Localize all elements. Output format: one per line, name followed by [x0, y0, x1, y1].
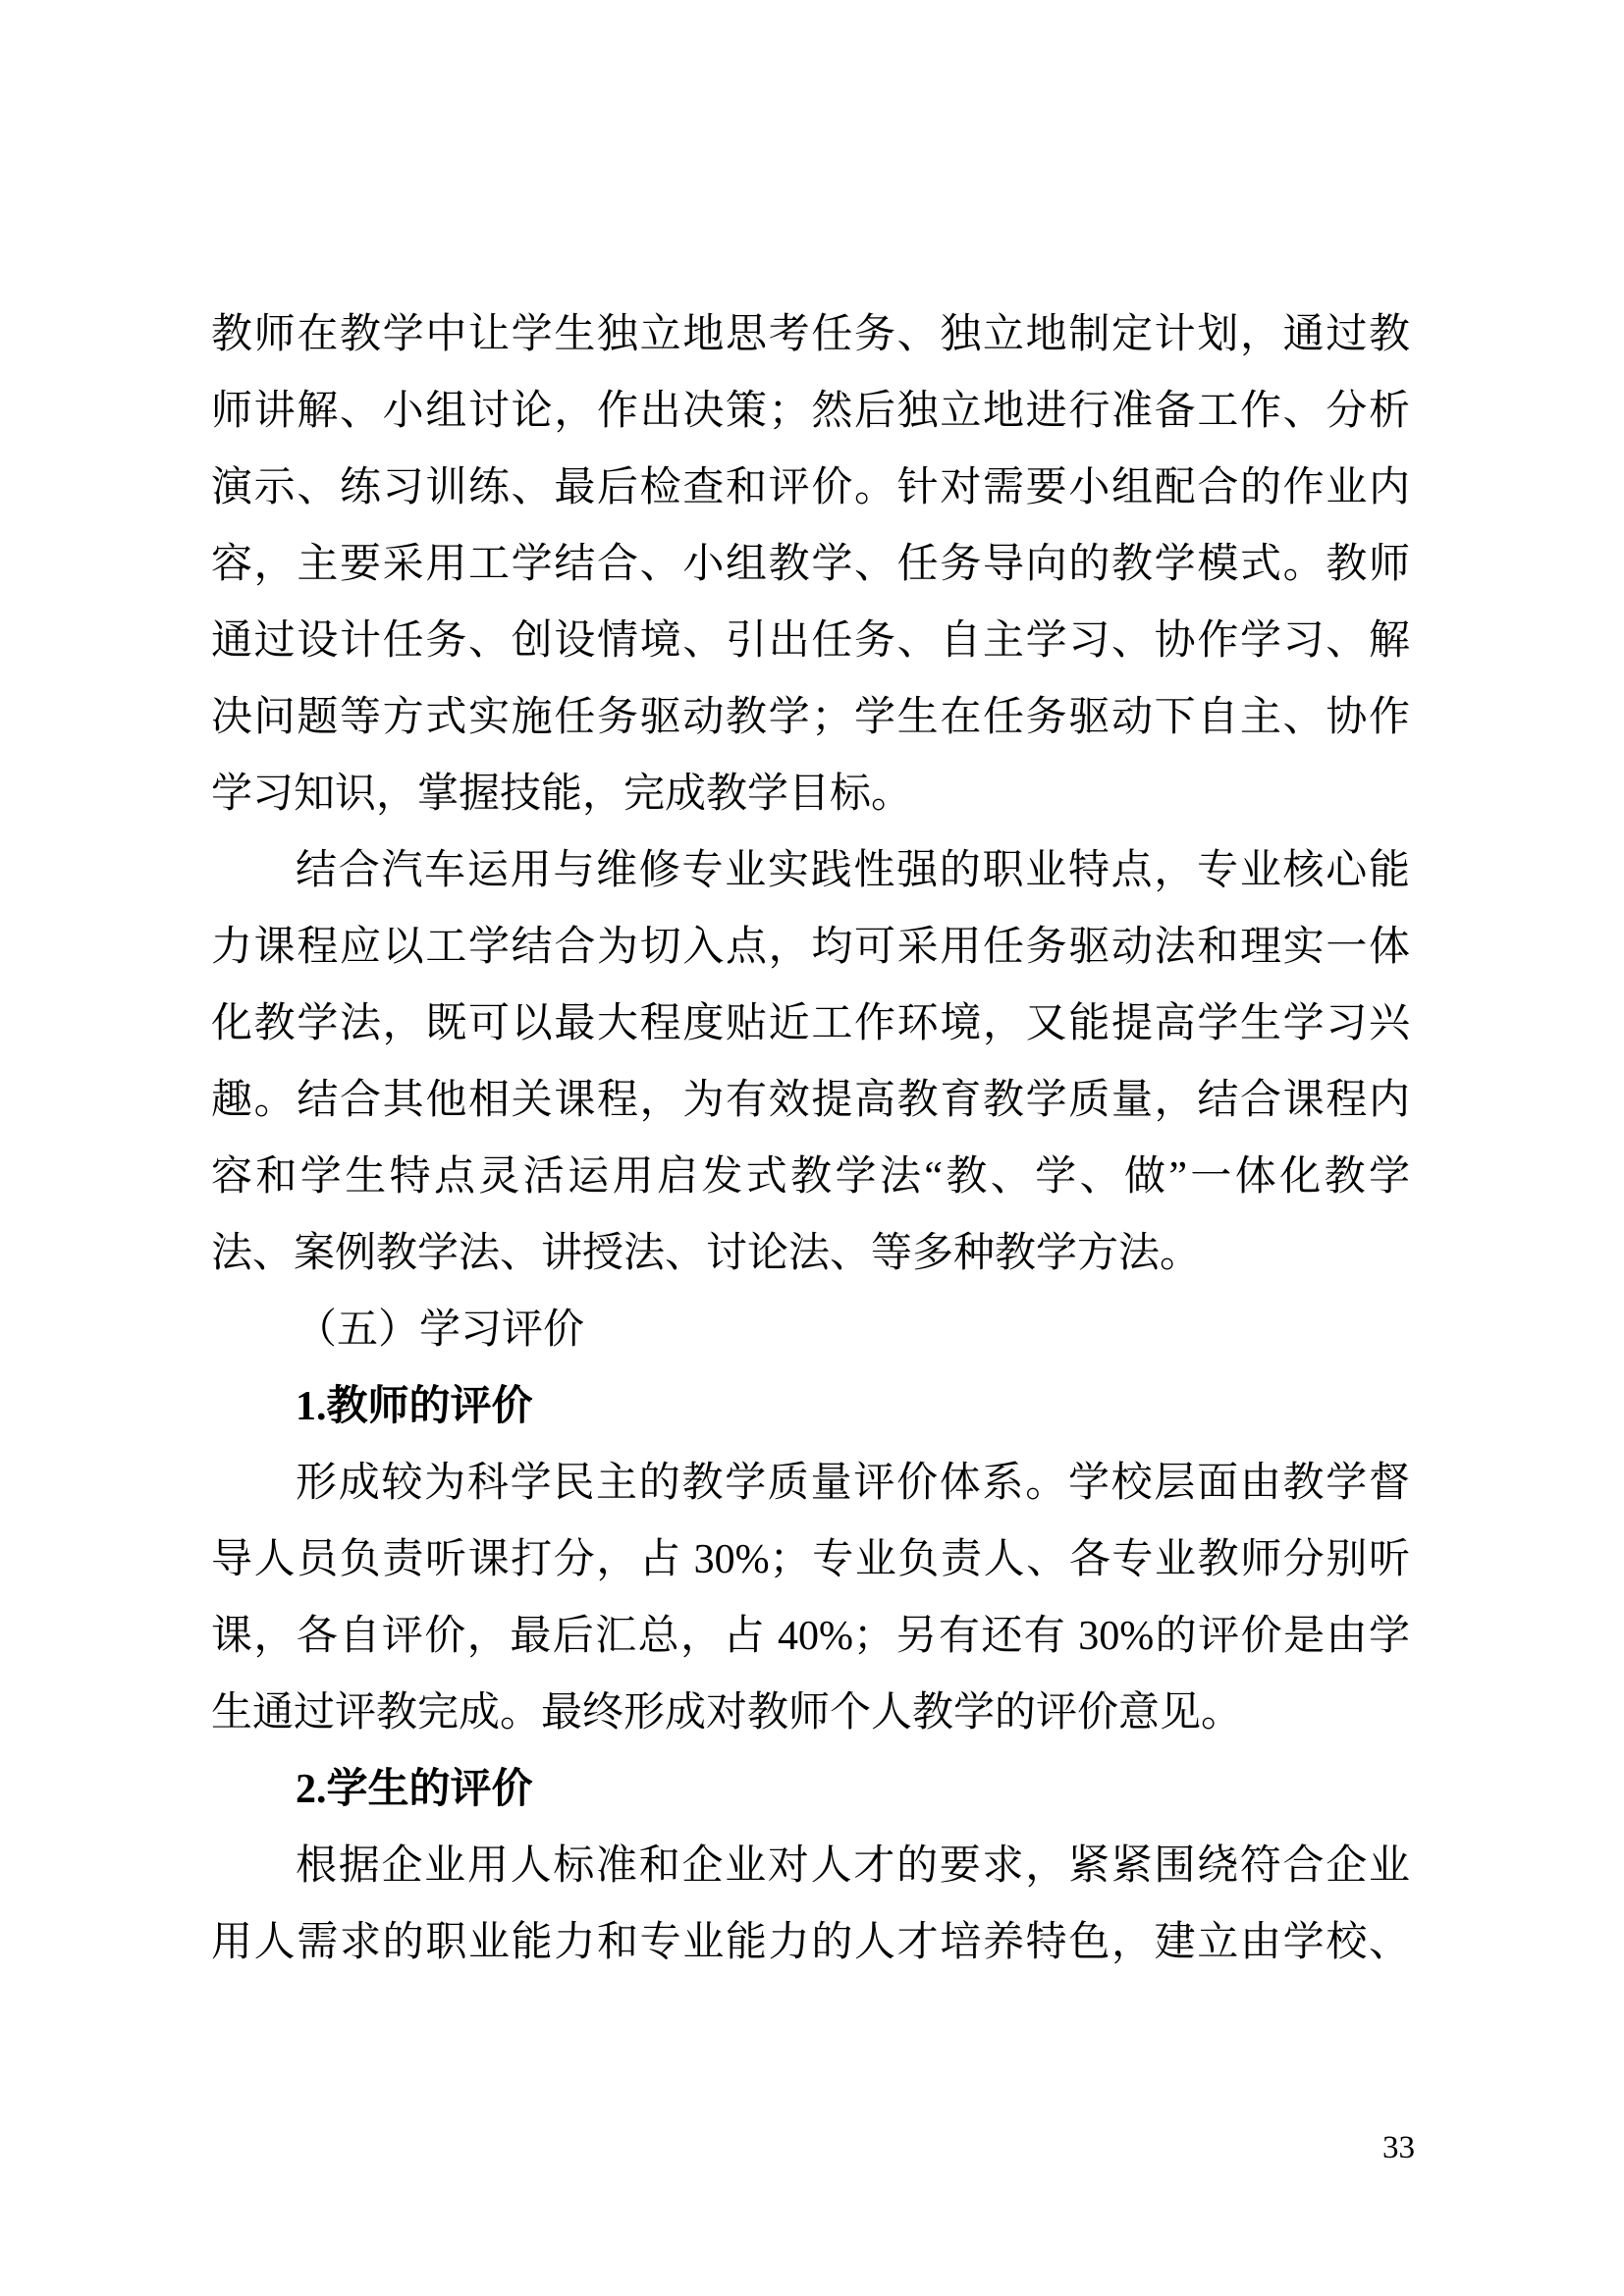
text-line-paragraph-start: 形成较为科学民主的教学质量评价体系。学校层面由教学督: [296, 1461, 1410, 1506]
text-line: 容，主要采用工学结合、小组教学、任务导向的教学模式。教师: [211, 542, 1410, 587]
text-line: 课，各自评价，最后汇总，占 40%；另有还有 30%的评价是由学: [211, 1614, 1410, 1659]
text-line: 决问题等方式实施任务驱动教学；学生在任务驱动下自主、协作: [211, 695, 1410, 740]
section-heading: （五）学习评价: [296, 1308, 585, 1353]
text-line: 力课程应以工学结合为切入点，均可采用任务驱动法和理实一体: [211, 925, 1410, 970]
text-line: 演示、练习训练、最后检查和评价。针对需要小组配合的作业内: [211, 465, 1410, 510]
text-line: 化教学法，既可以最大程度贴近工作环境，又能提高学生学习兴: [211, 1001, 1410, 1046]
text-line: 教师在教学中让学生独立地思考任务、独立地制定计划，通过教: [211, 312, 1410, 357]
text-line: 趣。结合其他相关课程，为有效提高教育教学质量，结合课程内: [211, 1078, 1410, 1123]
text-line: 师讲解、小组讨论，作出决策；然后独立地进行准备工作、分析: [211, 389, 1410, 434]
text-line-paragraph-start: 根据企业用人标准和企业对人才的要求，紧紧围绕符合企业: [296, 1843, 1410, 1889]
text-line-paragraph-end: 法、案例教学法、讲授法、讨论法、等多种教学方法。: [211, 1231, 1202, 1276]
text-line: 容和学生特点灵活运用启发式教学法“教、学、做”一体化教学: [211, 1154, 1410, 1200]
text-line-paragraph-end: 学习知识，掌握技能，完成教学目标。: [211, 772, 913, 817]
text-line: 通过设计任务、创设情境、引出任务、自主学习、协作学习、解: [211, 618, 1410, 664]
text-block: [211, 296, 1410, 1981]
page-number: 33: [1382, 2130, 1415, 2165]
subheading-teacher-evaluation: 1.教师的评价: [296, 1384, 533, 1429]
text-line: 用人需求的职业能力和专业能力的人才培养特色，建立由学校、: [211, 1920, 1410, 1965]
text-line-paragraph-end: 生通过评教完成。最终形成对教师个人教学的评价意见。: [211, 1690, 1243, 1735]
text-line-paragraph-start: 结合汽车运用与维修专业实践性强的职业特点，专业核心能: [296, 848, 1410, 893]
subheading-student-evaluation: 2.学生的评价: [296, 1767, 533, 1812]
text-line: 导人员负责听课打分，占 30%；专业负责人、各专业教师分别听: [211, 1537, 1410, 1582]
